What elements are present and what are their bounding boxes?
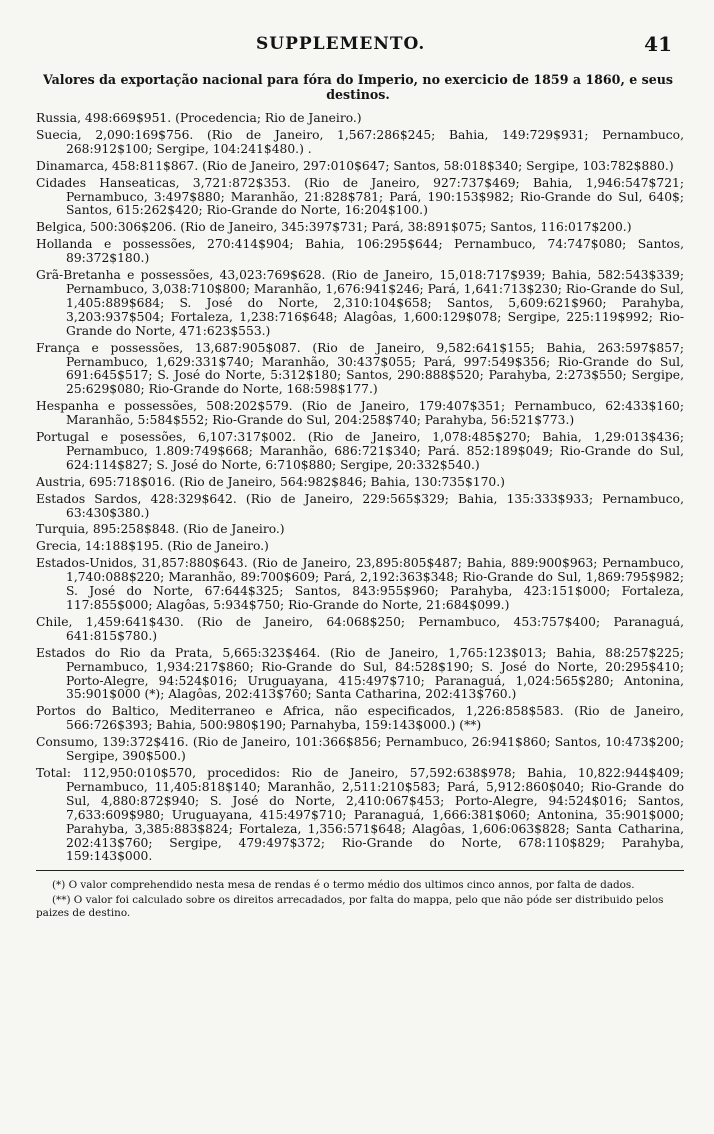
entry-austria: Austria, 695:718$016. (Rio de Janeiro, 564:982$846; Bahia, 130:735$170.) xyxy=(36,474,505,489)
entry-gra-bretanha: Grã-Bretanha e possessões, 43,023:769$628. (Rio de Janeiro, 15,018:717$939; Bahia, 582:543$339; Pernambuco, 3,038:710$800; Maranhão, 1,676:941$246; Pará, 1,641:713$230; Rio-Grande do Sul, 1,405:889$684; S. José do Norte, 2,310:104$658; Santos, 5,609:621$960; Parahyba, 3,203:937$504; Fortaleza, 1,238:716$648; Alagôas, 1,600:129$078; Sergipe, 225:119$992; Rio-Grande do Norte, 471:623$553.) xyxy=(36,268,684,338)
entry-portos-baltico: Portos do Baltico, Mediterraneo e Africa, não especificados, 1,226:858$583. (Rio de Janeiro, 566:726$393; Bahia, 500:980$190; Parnahyba, 159:143$000.) (**) xyxy=(36,704,684,733)
footnote-1: (*) O valor comprehendido nesta mesa de rendas é o termo médio dos ultimos cinco annos, por falta de dados. xyxy=(52,879,635,892)
entry-rio-da-prata: Estados do Rio da Prata, 5,665:323$464. (Rio de Janeiro, 1,765:123$013; Bahia, 88:257$225; Pernambuco, 1,934:217$860; Rio-Grande do Sul, 84:528$190; S. José do Norte, 20:295$410; Porto-Alegre, 94:524$016; Uruguayana, 415:497$710; Paranaguá, 1,024:565$280; Antonina, 35:901$000 (*); Alagôas, 202:413$760; Santa Catharina, 202:413$760.) xyxy=(36,645,684,702)
entry-estados-sardos: Estados Sardos, 428:329$642. (Rio de Janeiro, 229:565$329; Bahia, 135:333$933; Pernambuco, 63:430$380.) xyxy=(36,491,684,520)
entry-suecia: Suecia, 2,090:169$756. (Rio de Janeiro, 1,567:286$245; Bahia, 149:729$931; Pernambuco, 268:912$100; Sergipe, 104:241$480.) . xyxy=(36,127,684,156)
entry-hespanha: Hespanha e possessões, 508:202$579. (Rio de Janeiro, 179:407$351; Pernambuco, 62:433$160; Maranhão, 5:584$552; Rio-Grande do Sul, 204:258$740; Parahyba, 56:521$773.) xyxy=(36,399,684,428)
entry-cidades-hanseaticas: Cidades Hanseaticas, 3,721:872$353. (Rio de Janeiro, 927:737$469; Bahia, 1,946:547$721; Pernambuco, 3:497$880; Maranhão, 21:828$781; Pará, 190:153$982; Rio-Grande do Sul, 640$; Santos, 615:262$420; Rio-Grande do Norte, 16:204$100.) xyxy=(36,175,684,218)
entry-dinamarca: Dinamarca, 458:811$867. (Rio de Janeiro, 297:010$647; Santos, 58:018$340; Sergipe, 103:782$880.) xyxy=(36,158,674,173)
entry-belgica: Belgica, 500:306$206. (Rio de Janeiro, 345:397$731; Pará, 38:891$075; Santos, 116:017$200.) xyxy=(36,220,632,235)
footnotes xyxy=(36,879,684,919)
entry-chile: Chile, 1,459:641$430. (Rio de Janeiro, 64:068$250; Pernambuco, 453:757$400; Paranaguá, 641:815$780.) xyxy=(36,614,684,643)
entry-franca: França e possessões, 13,687:905$087. (Rio de Janeiro, 9,582:641$155; Bahia, 263:597$857; Pernambuco, 1,629:331$740; Maranhão, 30:437$055; Pará, 997:549$356; Rio-Grande do Sul, 691:645$517; S. José do Norte, 5:312$180; Santos, 290:888$520; Parahyba, 2:273$550; Sergipe, 25:629$080; Rio-Grande do Norte, 168:598$177.) xyxy=(36,340,684,397)
entry-estados-unidos: Estados-Unidos, 31,857:880$643. (Rio de Janeiro, 23,895:805$487; Bahia, 889:900$963; Pernambuco, 1,740:088$220; Maranhão, 89:700$609; Pará, 2,192:363$348; Rio-Grande do Sul, 1,869:795$982; S. José do Norte, 67:644$325; Santos, 843:955$960; Parahyba, 423:151$000; Fortaleza, 117:855$000; Alagôas, 5:934$750; Rio-Grande do Norte, 21:684$099.) xyxy=(36,556,684,612)
table-title: Valores da exportação nacional para fóra do Imperio, no exercicio de 1859 a 1860, e seus destinos. xyxy=(43,72,673,102)
entry-turquia: Turquia, 895:258$848. (Rio de Janeiro.) xyxy=(36,522,285,537)
footnote-2: (**) O valor foi calculado sobre os direitos arrecadados, por falta do mappa, pelo que não póde ser distribuido pelos paizes de destino. xyxy=(36,893,664,919)
entry-consumo: Consumo, 139:372$416. (Rio de Janeiro, 101:366$856; Pernambuco, 26:941$860; Santos, 10:473$200; Sergipe, 390$500.) xyxy=(36,735,684,764)
footnote-divider xyxy=(36,870,684,871)
running-title: SUPPLEMENTO. xyxy=(256,34,426,54)
export-entries xyxy=(36,112,684,864)
entry-total: Total: 112,950:010$570, procedidos: Rio de Janeiro, 57,592:638$978; Bahia, 10,822:944$409; Pernambuco, 11,405:818$140; Maranhão, 2,511:210$583; Pará, 5,912:860$040; Rio-Grande do Sul, 4,880:872$940; S. José do Norte, 2,410:067$453; Porto-Alegre, 94:524$016; Santos, 7,633:609$980; Uruguayana, 415:497$710; Paranaguá, 1,666:381$060; Antonina, 35:901$000; Parahyba, 3,385:883$824; Fortaleza, 1,356:571$648; Alagôas, 1,606:063$828; Santa Catharina, 202:413$760; Sergipe, 479:497$372; Rio-Grande do Norte, 678:110$829; Parahyba, 159:143$000. xyxy=(36,765,684,864)
page-header xyxy=(36,34,684,64)
entry-grecia: Grecia, 14:188$195. (Rio de Janeiro.) xyxy=(36,539,269,554)
entry-hollanda: Hollanda e possessões, 270:414$904; Bahia, 106:295$644; Pernambuco, 74:747$080; Santos, 89:372$180.) xyxy=(36,237,684,266)
entry-russia: Russia, 498:669$951. (Procedencia; Rio de Janeiro.) xyxy=(36,111,362,125)
page-number: 41 xyxy=(644,32,672,56)
entry-portugal: Portugal e posessões, 6,107:317$002. (Rio de Janeiro, 1,078:485$270; Bahia, 1,29:013$436; Pernambuco, 1.809:749$668; Maranhão, 686:721$340; Pará. 852:189$049; Rio-Grande do Sul, 624:114$827; S. José do Norte, 6:710$880; Sergipe, 20:332$540.) xyxy=(36,430,684,472)
